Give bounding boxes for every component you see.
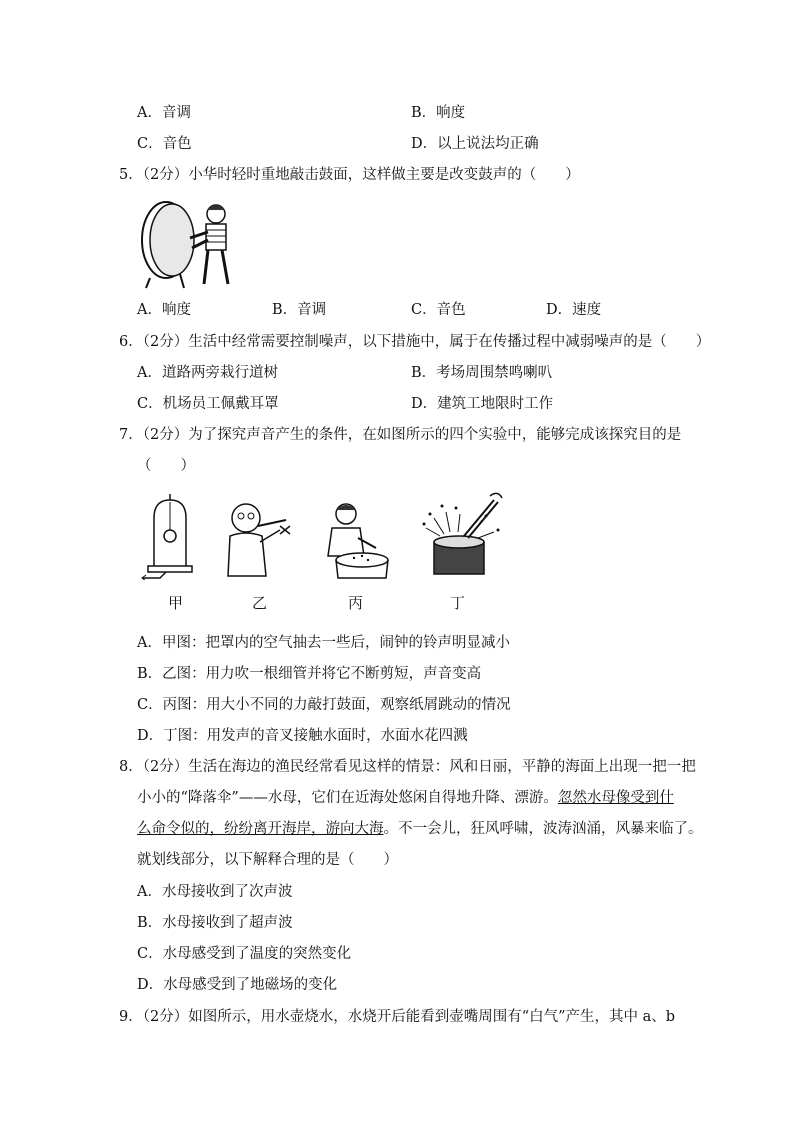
q8-underlined-part1: 忽然水母像受到什 xyxy=(557,790,674,806)
q6-stem: 6．（2分）生活中经常需要控制噪声，以下措施中，属于在传播过程中减弱噪声的是（ ） xyxy=(119,334,711,350)
q5-option-b[interactable]: B．音调 xyxy=(272,302,327,318)
drum-boy-illustration xyxy=(140,194,236,290)
caption-bing: 丙 xyxy=(348,594,364,612)
figure-ding xyxy=(420,490,504,578)
q8-stem-line4: 就划线部分，以下解释合理的是（ ） xyxy=(137,852,398,868)
q9-stem-line1: 9．（2分）如图所示，用水壶烧水，水烧开后能看到壶嘴周围有“白气”产生，其中 a、b xyxy=(119,1009,676,1025)
q8-option-c[interactable]: C．水母感受到了温度的突然变化 xyxy=(137,946,352,962)
tuning-fork-water-illustration xyxy=(420,490,504,578)
q6-option-d[interactable]: D．建筑工地限时工作 xyxy=(411,396,554,412)
q8-option-a[interactable]: A．水母接收到了次声波 xyxy=(137,884,293,900)
drum-beating-illustration xyxy=(318,498,394,580)
q8-stem-line2 xyxy=(137,788,674,808)
q8-underlined-part2: 么命令似的，纷纷离开海岸，游向大海 xyxy=(137,821,384,837)
drum-figure xyxy=(140,194,236,290)
q6-option-c[interactable]: C．机场员工佩戴耳罩 xyxy=(137,396,279,412)
q8-stem-line3 xyxy=(137,819,703,839)
q8-option-b[interactable]: B．水母接收到了超声波 xyxy=(137,915,293,931)
q5-option-c[interactable]: C．音色 xyxy=(411,302,466,318)
q4-option-c[interactable]: C．音色 xyxy=(137,136,192,152)
q8-stem-line2-plain: 小小的“降落伞”——水母，它们在近海处悠闲自得地升降、漂游。 xyxy=(137,790,558,806)
q4-option-d[interactable]: D．以上说法均正确 xyxy=(411,136,539,152)
q5-option-a[interactable]: A．响度 xyxy=(137,302,191,318)
straw-blowing-illustration xyxy=(220,496,296,580)
q5-option-d[interactable]: D．速度 xyxy=(546,302,602,318)
q4-option-a[interactable]: A．音调 xyxy=(137,105,191,121)
q7-option-c[interactable]: C．丙图：用大小不同的力敲打鼓面，观察纸屑跳动的情况 xyxy=(137,697,511,713)
q7-option-a[interactable]: A．甲图：把罩内的空气抽去一些后，闹钟的铃声明显减小 xyxy=(137,635,510,651)
q7-stem-line1: 7．（2分）为了探究声音产生的条件，在如图所示的四个实验中，能够完成该探究目的是 xyxy=(119,427,682,443)
q7-option-d[interactable]: D．丁图：用发声的音叉接触水面时，水面水花四溅 xyxy=(137,728,468,744)
caption-yi: 乙 xyxy=(252,594,268,612)
q7-stem-line2: （ ） xyxy=(137,458,195,474)
figure-yi xyxy=(220,496,296,580)
q8-option-d[interactable]: D．水母感受到了地磁场的变化 xyxy=(137,977,338,993)
q7-option-b[interactable]: B．乙图：用力吹一根细管并将它不断剪短，声音变高 xyxy=(137,666,482,682)
bell-jar-illustration xyxy=(140,492,200,580)
q8-stem-line1: 8．（2分）生活在海边的渔民经常看见这样的情景：风和日丽，平静的海面上出现一把一把 xyxy=(119,759,696,775)
figure-jia xyxy=(140,492,200,580)
caption-ding: 丁 xyxy=(450,594,466,612)
q5-stem: 5．（2分）小华时轻时重地敲击鼓面，这样做主要是改变鼓声的（ ） xyxy=(119,167,580,183)
q4-option-b[interactable]: B．响度 xyxy=(411,105,466,121)
figure-bing xyxy=(318,498,394,580)
caption-jia: 甲 xyxy=(168,594,184,612)
q8-stem-line3-plain: 。不一会儿，狂风呼啸，波涛汹涌，风暴来临了。 xyxy=(383,821,703,837)
q6-option-a[interactable]: A．道路两旁栽行道树 xyxy=(137,365,278,381)
q6-option-b[interactable]: B．考场周围禁鸣喇叭 xyxy=(411,365,553,381)
